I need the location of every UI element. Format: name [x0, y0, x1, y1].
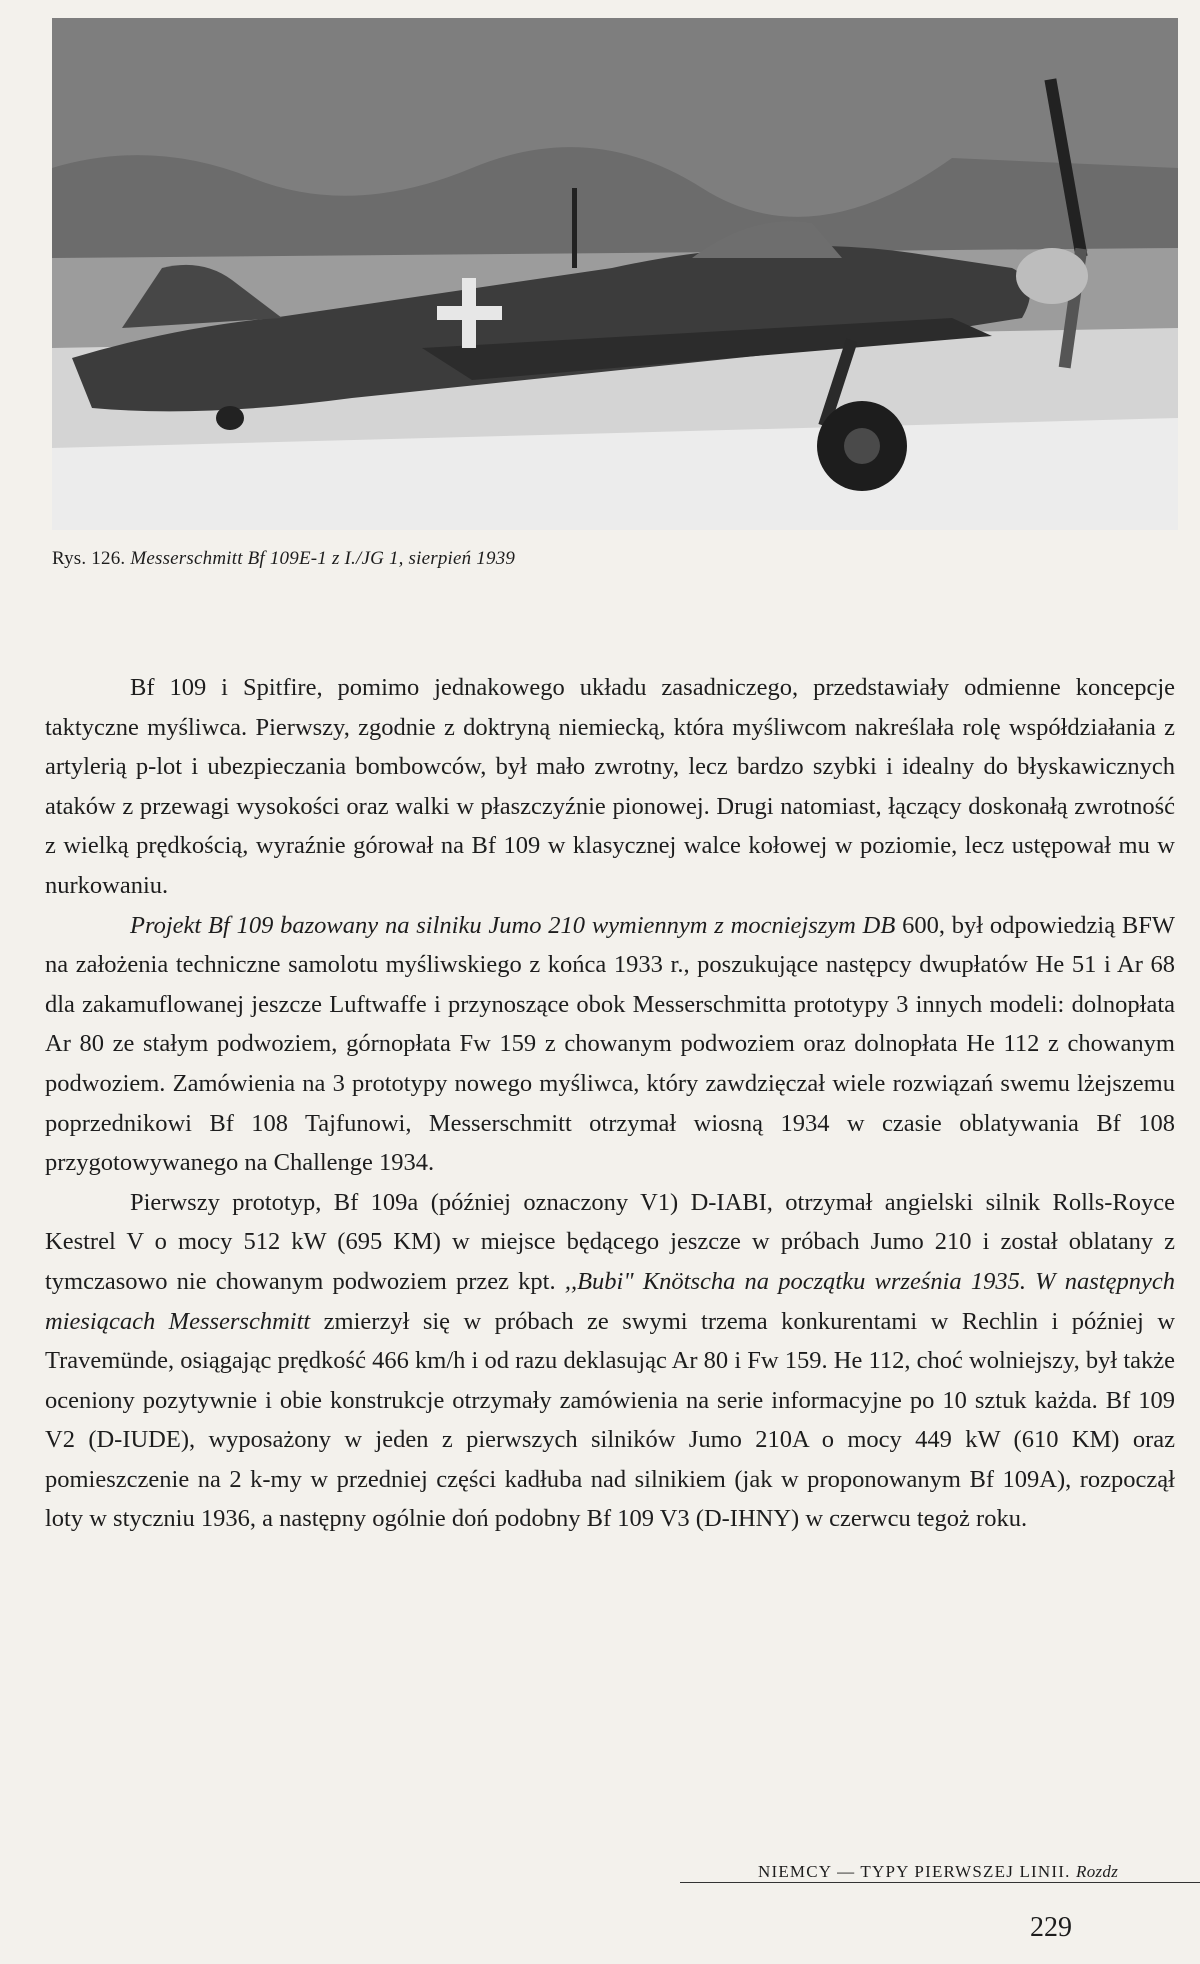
paragraph-2-rest: 600, był odpowiedzią BFW na założenia techniczne samolotu myśliwskiego z końca 1933 r., poszukujące następcy dwupłatów He 51 i Ar 68 dla zakamuflowanej jeszcze Luftwaffe i przynoszące obok Messerschmitta prototypy 3 innych modeli: dolnopłata Ar 80 ze stałym podwoziem, górnopłata Fw 159 z chowanym podwoziem oraz dolnopłata He 112 z chowanym podwoziem. Zamówienia na 3 prototypy nowego myśliwca, który zawdzięczał wiele rozwiązań swemu lżejszemu poprzednikowi Bf 108 Tajfunowi, Messerschmitt otrzymał wiosną 1934 w czasie oblatywania Bf 108 przygotowywanego na Challenge 1934.: [45, 911, 1175, 1177]
footer-rule: [680, 1882, 1200, 1883]
page-number: 229: [1030, 1912, 1072, 1943]
figure-caption-text: Messerschmitt Bf 109E-1 z I./JG 1, sierpień 1939: [130, 548, 516, 569]
running-head-end: Rozdz: [1076, 1862, 1119, 1881]
article-body: [45, 668, 1175, 1539]
figure-caption: [52, 548, 515, 570]
paragraph-3: [45, 1183, 1175, 1539]
paragraph-1: Bf 109 i Spitfire, pomimo jednakowego układu zasadniczego, przedstawiały odmienne koncepcje taktyczne myśliwca. Pierwszy, zgodnie z doktryną niemiecką, która myśliwcom nakreślała rolę współdziałania z artylerią p-lot i ubezpieczania bombowców, był mało zwrotny, lecz bardzo szybki i idealny do błyskawicznych ataków z przewagi wysokości oraz walki w płaszczyźnie pionowej. Drugi natomiast, łączący doskonałą zwrotność z wielką prędkością, wyraźnie górował na Bf 109 w klasycznej walce kołowej w poziomie, lecz ustępował mu w nurkowaniu.: [45, 674, 1175, 899]
paragraph-2: [45, 906, 1175, 1183]
paragraph-3-text2: zmierzył się w próbach ze swymi trzema konkurentami w Rechlin i później w Travemünde, osiągając prędkość 466 km/h i od razu deklasując Ar 80 i Fw 159. He 112, choć wolniejszy, był także oceniony pozytywnie i obie konstrukcje otrzymały zamówienia na serie informacyjne po 10 sztuk każda. Bf 109 V2 (D-IUDE), wyposażony w jeden z pierwszych silników Jumo 210A o mocy 449 kW (610 KM) oraz pomieszczenie na 2 k-my w przedniej części kadłuba nad silnikiem (jak w proponowanym Bf 109A), rozpoczął loty w styczniu 1936, a następny ogólnie doń podobny Bf 109 V3 (D-IHNY) w czerwcu tegoż roku.: [45, 1307, 1176, 1533]
paragraph-3-italic: ,,Bubi" Knötscha na początku września 1935. W następnych miesiącach Messerschmitt: [45, 1267, 1175, 1335]
paragraph-3-text1: Pierwszy prototyp, Bf 109a (później oznaczony V1) D-IABI, otrzymał angielski silnik Rolls-Royce Kestrel V o mocy 512 kW (695 KM) w miejsce będącego jeszcze w próbach Jumo 210 i został oblatany z tymczasowo nie chowanym podwoziem przez kpt.: [45, 1188, 1175, 1295]
aircraft-photo-icon: [52, 18, 1178, 530]
running-head: [758, 1862, 1118, 1882]
figure-label: Rys. 126.: [52, 548, 126, 569]
aircraft-photo: [52, 18, 1178, 530]
running-head-text: NIEMCY — TYPY PIERWSZEJ LINII.: [758, 1862, 1071, 1881]
paragraph-2-lead: Projekt Bf 109 bazowany na silniku Jumo 210 wymiennym z mocniejszym DB: [130, 911, 896, 939]
